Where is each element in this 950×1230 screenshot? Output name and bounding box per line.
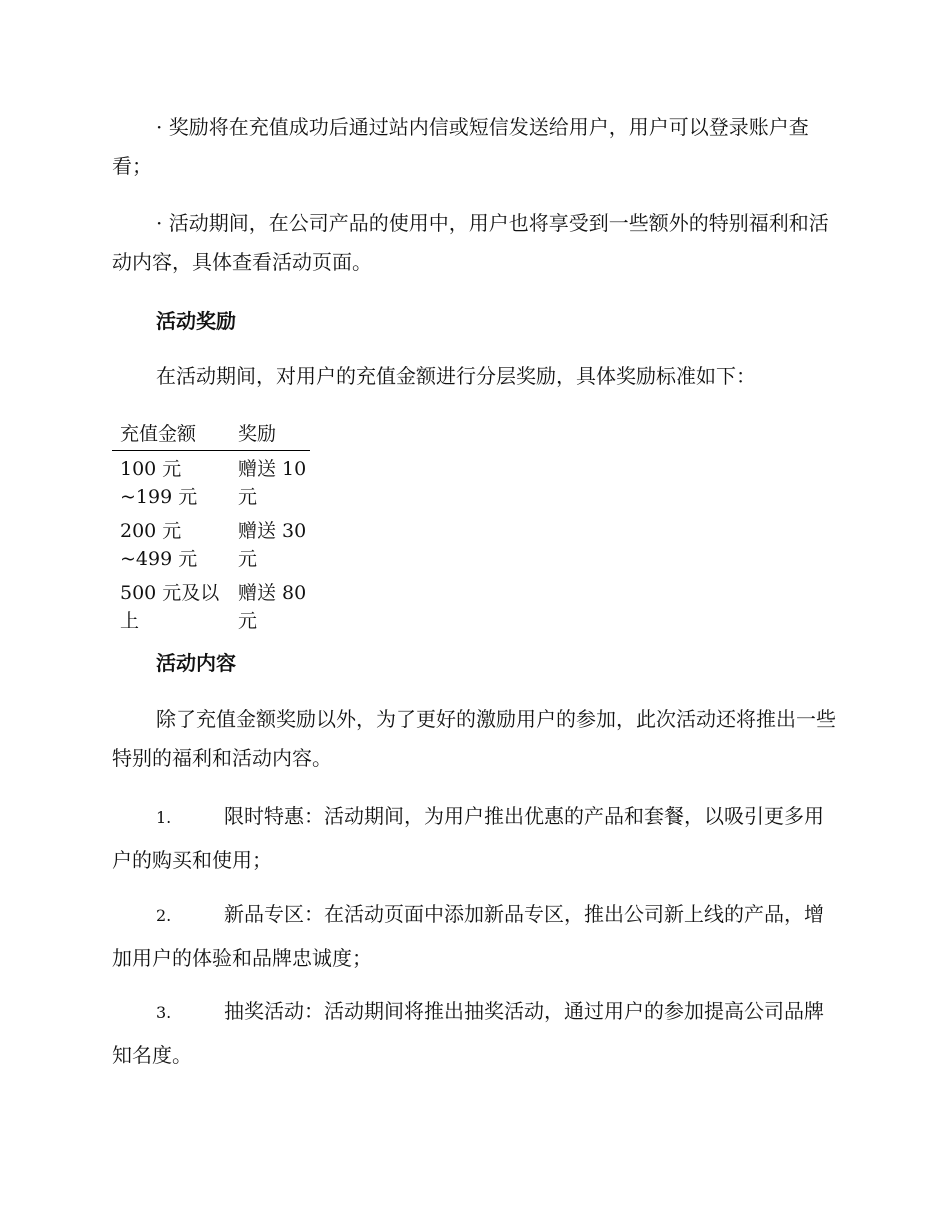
list-item-text: 新品专区：在活动页面中添加新品专区，推出公司新上线的产品，增加用户的体验和品牌忠诚度； (112, 902, 824, 970)
table-cell-reward: 赠送 10 元 (238, 458, 307, 508)
table-header-row (112, 418, 310, 451)
bullet-paragraph-1: · 奖励将在充值成功后通过站内信或短信发送给用户，用户可以登录账户查看； (112, 115, 809, 178)
table-row (112, 575, 310, 637)
list-item-text: 限时特惠：活动期间，为用户推出优惠的产品和套餐，以吸引更多用户的购买和使用； (112, 804, 824, 872)
list-item-text: 抽奖活动：活动期间将推出抽奖活动，通过用户的参加提高公司品牌知名度。 (112, 999, 824, 1067)
list-item-number: 3. (156, 1003, 172, 1022)
reward-intro: 在活动期间，对用户的充值金额进行分层奖励，具体奖励标准如下： (156, 364, 756, 388)
list-item (112, 893, 837, 979)
reward-table (112, 418, 310, 637)
table-row (112, 451, 310, 514)
list-item-number: 1. (156, 808, 172, 827)
column-header-reward: 奖励 (230, 418, 310, 451)
table-row (112, 513, 310, 575)
table-cell-reward: 赠送 80 元 (238, 582, 307, 632)
bullet-paragraph-2: · 活动期间，在公司产品的使用中，用户也将享受到一些额外的特别福利和活动内容，具体查看活动页面。 (112, 211, 829, 274)
content-intro: 除了充值金额奖励以外，为了更好的激励用户的参加，此次活动还将推出一些特别的福利和活动内容。 (112, 707, 836, 770)
list-item-number: 2. (156, 906, 172, 925)
table-cell-amount: 500 元及以上 (120, 582, 220, 632)
section-heading-content: 活动内容 (156, 651, 236, 675)
section-heading-reward: 活动奖励 (156, 309, 236, 333)
table-cell-amount: 100 元 ~199 元 (120, 458, 198, 508)
list-item (112, 990, 837, 1076)
table-cell-amount: 200 元 ~499 元 (120, 520, 198, 570)
list-item (112, 795, 837, 881)
table-cell-reward: 赠送 30 元 (238, 520, 307, 570)
column-header-amount: 充值金额 (112, 418, 230, 451)
